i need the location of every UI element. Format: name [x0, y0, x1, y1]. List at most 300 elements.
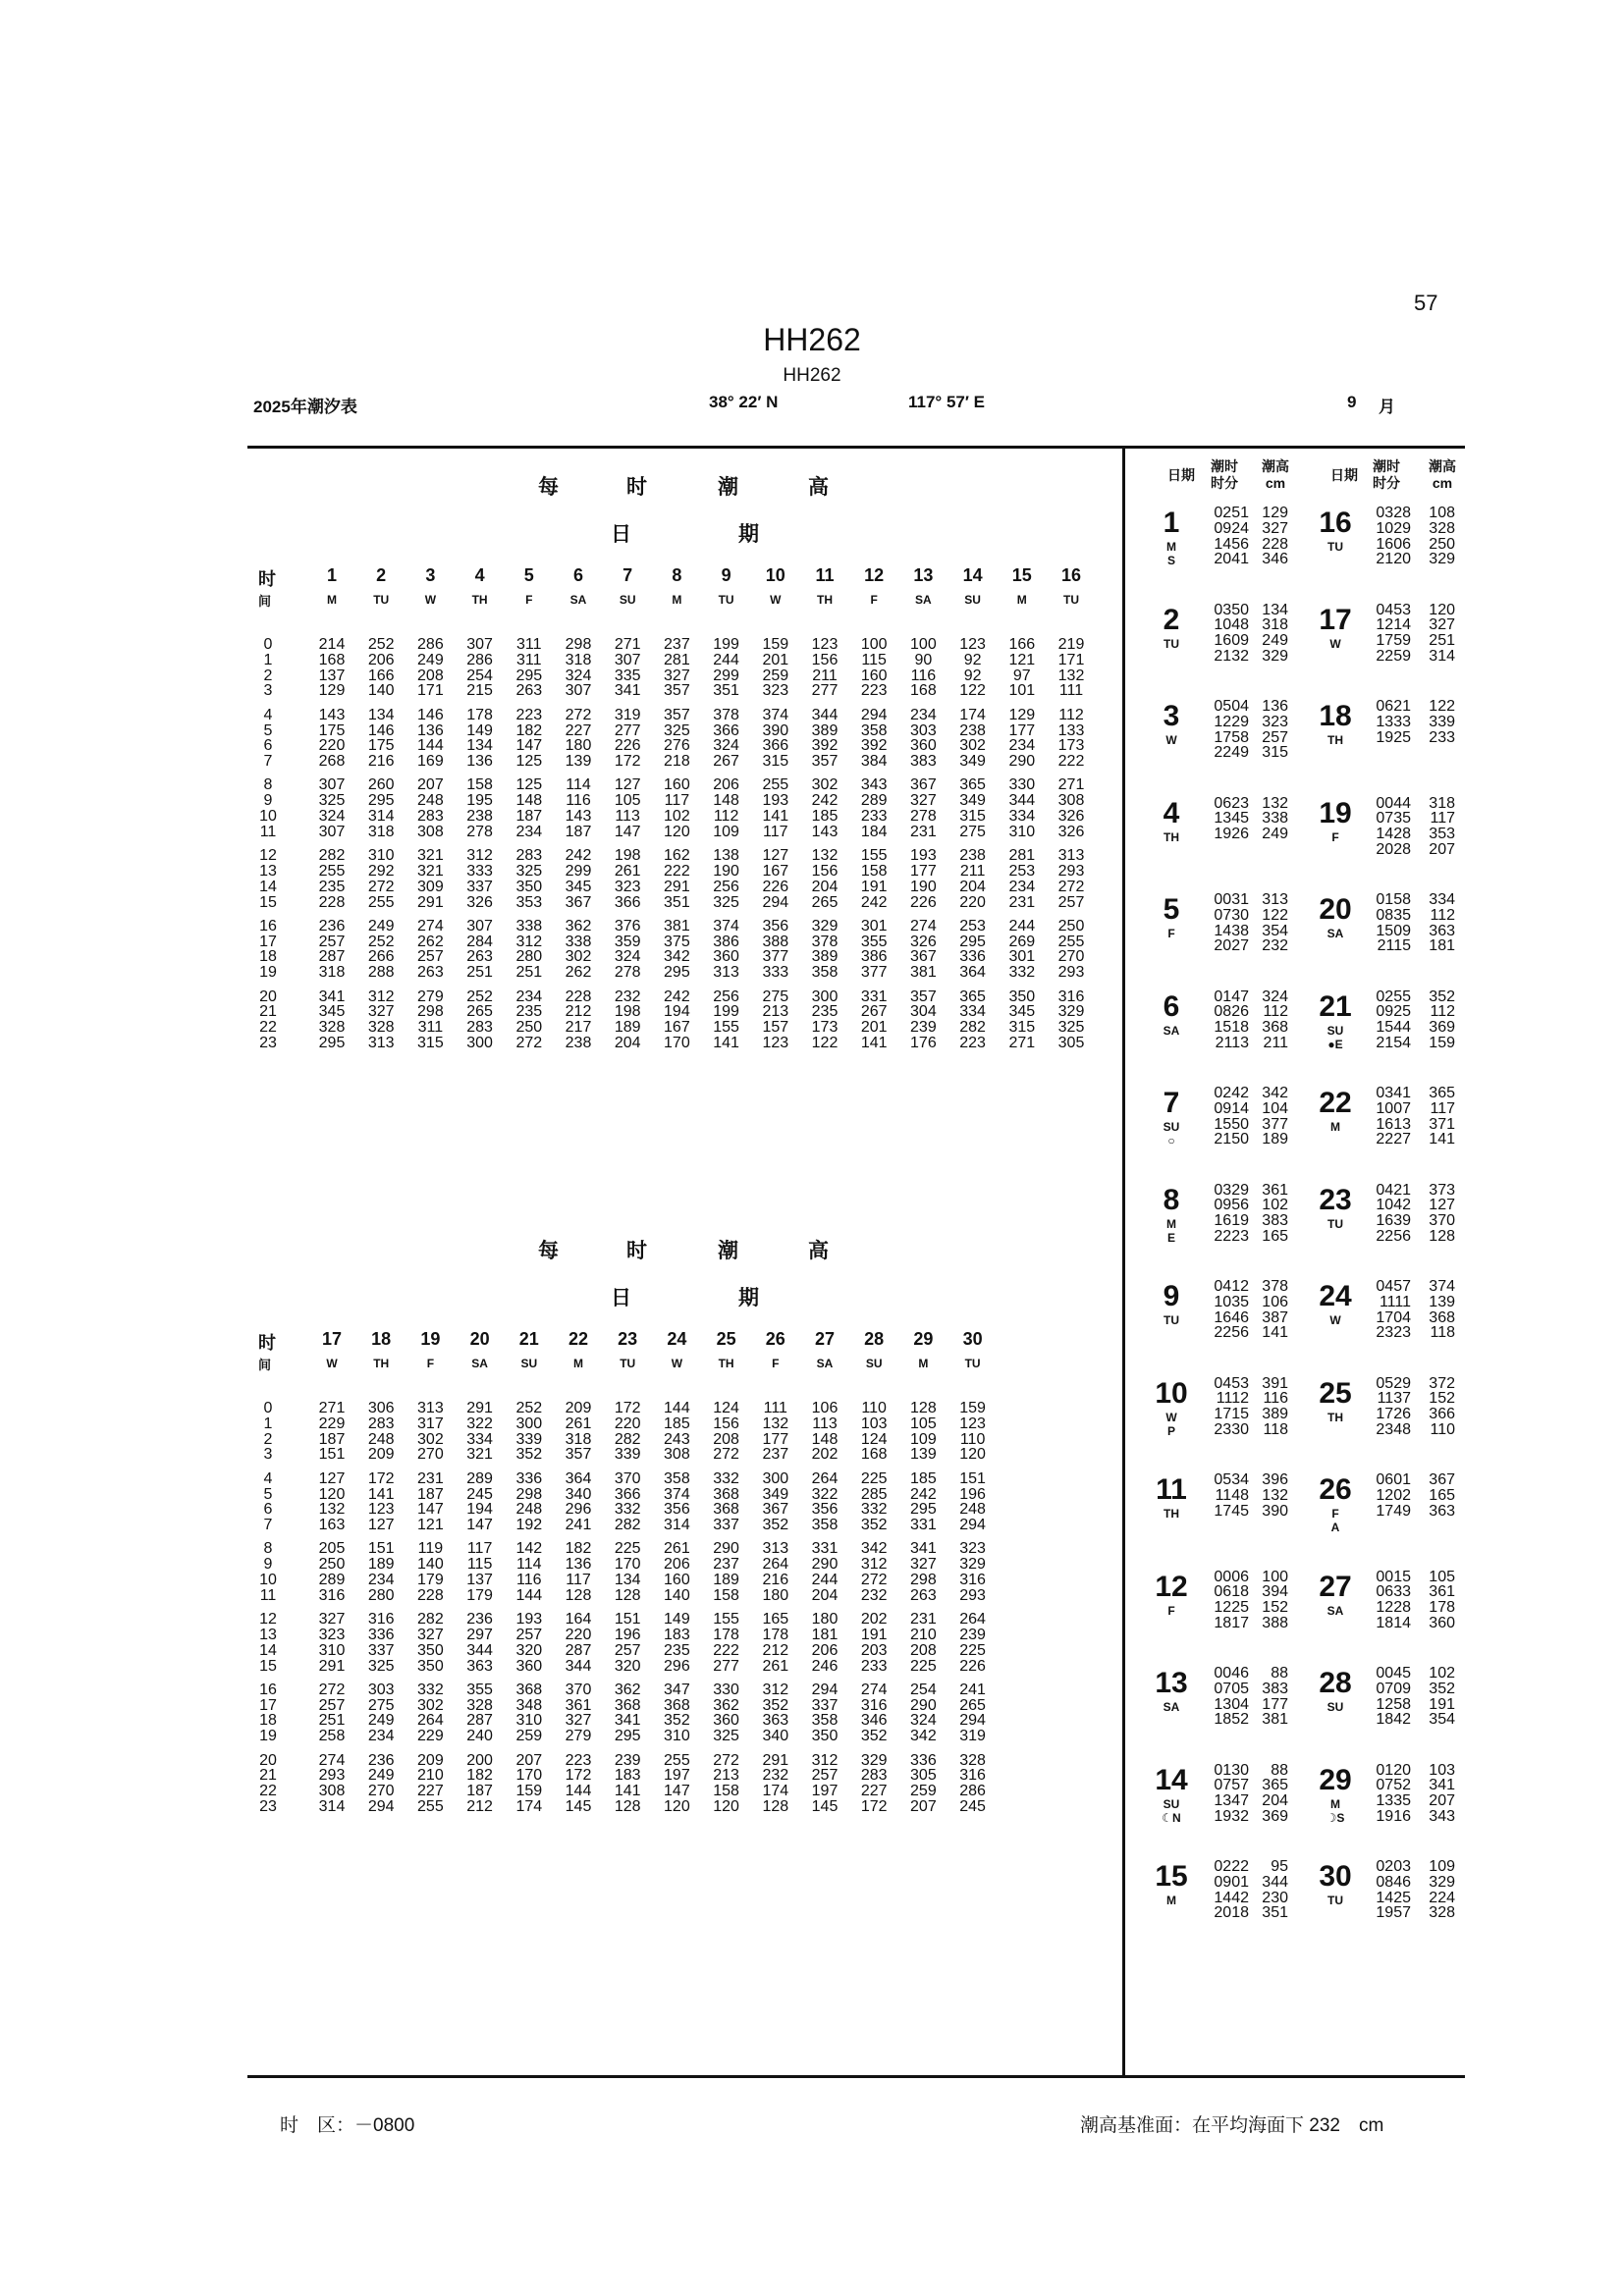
tide-height-cell: 375 — [664, 933, 690, 950]
tide-times — [1348, 1570, 1411, 1631]
tide-heights — [1237, 1763, 1288, 1825]
tide-height-cell: 172 — [614, 1400, 641, 1416]
tide-height-cell: 263 — [417, 964, 444, 982]
tide-height-cell: 377 — [860, 964, 888, 982]
tide-weekday: SA — [1326, 927, 1344, 940]
tide-height-cell: 268 — [318, 753, 346, 771]
month-number: 9 — [1347, 393, 1357, 411]
tide-height-cell: 234 — [910, 706, 937, 723]
tide-height-cell: 260 — [367, 776, 395, 794]
tide-height-cell: 148 — [515, 792, 543, 810]
day-header: 15 — [1011, 565, 1032, 585]
tide-height-cell: 315 — [762, 753, 789, 771]
tide-height: 374 — [1429, 1278, 1455, 1295]
tide-height-cell: 386 — [713, 933, 739, 950]
hour-row-label: 11 — [259, 1586, 277, 1604]
tide-height-cell: 238 — [565, 1034, 592, 1051]
tide-height-cell: 228 — [318, 893, 346, 911]
tide-height-cell: 120 — [318, 1485, 346, 1503]
tide-heights — [1404, 506, 1455, 567]
tide-time: 1518 — [1214, 1019, 1249, 1037]
tide-height-cell: 120 — [713, 1797, 739, 1815]
tide-height-cell: 200 — [466, 1751, 493, 1769]
tide-height-cell: 352 — [664, 1712, 690, 1730]
tide-height-cell: 210 — [417, 1767, 444, 1785]
tide-time: 0255 — [1376, 988, 1411, 1005]
tide-height-cell: 175 — [318, 721, 346, 739]
tide-height-cell: 307 — [318, 823, 346, 840]
tide-height-cell: 316 — [860, 1696, 888, 1714]
heading-h2: 时 — [626, 1240, 647, 1262]
tide-height: 104 — [1262, 1099, 1288, 1117]
tide-height-cell: 358 — [811, 1517, 839, 1534]
tide-time: 2041 — [1214, 551, 1249, 568]
tide-height-cell: 342 — [860, 1540, 888, 1558]
tide-time: 1957 — [1376, 1904, 1411, 1922]
tide-height-cell: 127 — [614, 776, 641, 794]
tide-height-cell: 321 — [417, 847, 444, 865]
tide-height-cell: 127 — [367, 1517, 395, 1534]
tide-height-cell: 301 — [1008, 948, 1036, 966]
tide-height-cell: 177 — [910, 862, 937, 880]
tide-height-cell: 138 — [713, 847, 739, 865]
tide-height-cell: 199 — [713, 1003, 739, 1021]
tide-height-cell: 182 — [565, 1540, 592, 1558]
tide-height-cell: 270 — [417, 1446, 444, 1464]
tide-height: 191 — [1429, 1695, 1455, 1713]
tide-height-cell: 170 — [614, 1556, 641, 1574]
tide-height-cell: 310 — [1008, 823, 1036, 840]
tide-height-cell: 203 — [860, 1641, 888, 1659]
tide-height-cell: 187 — [466, 1783, 493, 1800]
tide-height-cell: 179 — [466, 1586, 493, 1604]
tide-height-cell: 289 — [466, 1469, 493, 1487]
tide-height-cell: 122 — [959, 682, 986, 700]
tide-height-cell: 123 — [367, 1501, 395, 1519]
tide-height-cell: 328 — [466, 1696, 493, 1714]
tide-heights — [1404, 1763, 1455, 1825]
tide-height-cell: 272 — [860, 1572, 888, 1588]
tide-height-cell: 147 — [515, 737, 543, 755]
tide-time: 0730 — [1214, 906, 1249, 924]
tide-time: 0633 — [1376, 1583, 1411, 1601]
tide-height-cell: 220 — [959, 893, 986, 911]
tide-height: 257 — [1262, 728, 1288, 746]
tide-height: 373 — [1429, 1181, 1455, 1199]
tide-height-cell: 293 — [959, 1586, 986, 1604]
tide-height: 383 — [1262, 1212, 1288, 1230]
tide-height-cell: 182 — [515, 721, 543, 739]
tide-height-cell: 284 — [466, 933, 493, 950]
hour-row-label: 17 — [259, 1696, 277, 1714]
tide-height-cell: 191 — [860, 1626, 888, 1643]
tide-time: 0242 — [1214, 1085, 1249, 1101]
tide-height-cell: 277 — [713, 1657, 739, 1675]
tide-height-cell: 345 — [1008, 1003, 1036, 1021]
tide-height-cell: 235 — [515, 1003, 543, 1021]
tide-height-cell: 164 — [565, 1611, 592, 1629]
tide-height: 165 — [1262, 1227, 1288, 1245]
tide-height-cell: 357 — [811, 753, 839, 771]
tide-height-cell: 271 — [614, 636, 641, 653]
tide-height-cell: 149 — [664, 1611, 690, 1629]
weekday-header: M — [1016, 593, 1027, 607]
tide-height-cell: 245 — [466, 1485, 493, 1503]
time-col-header-2: 时分 — [1211, 475, 1238, 491]
tide-height: 334 — [1429, 891, 1455, 908]
tide-height-cell: 366 — [614, 1485, 641, 1503]
day-header: 17 — [321, 1329, 343, 1349]
tide-height-cell: 290 — [1008, 753, 1036, 771]
tide-height-cell: 312 — [515, 933, 543, 950]
tide-height-cell: 112 — [713, 808, 739, 825]
tide-heights — [1404, 603, 1455, 665]
tide-height-cell: 374 — [713, 917, 739, 934]
tide-height-cell: 277 — [811, 682, 839, 700]
tide-day-number: 22 — [1319, 1087, 1352, 1119]
tide-height: 387 — [1262, 1308, 1288, 1326]
tide-height: 315 — [1262, 744, 1288, 762]
tide-heights — [1404, 1279, 1455, 1341]
tide-height-cell: 158 — [860, 862, 888, 880]
time-col-header: 潮时 — [1211, 458, 1238, 474]
tide-height-cell: 212 — [565, 1003, 592, 1021]
tide-times — [1348, 1086, 1411, 1148]
tide-height: 112 — [1430, 906, 1455, 924]
tide-time: 2028 — [1376, 840, 1411, 858]
tide-height: 117 — [1430, 1099, 1455, 1117]
tide-height-cell: 137 — [318, 667, 346, 684]
tide-time: 2018 — [1214, 1904, 1249, 1922]
tide-height-cell: 331 — [811, 1540, 839, 1558]
tide-height-cell: 318 — [565, 1430, 592, 1448]
tide-height: 132 — [1262, 794, 1288, 812]
tide-time: 0924 — [1214, 519, 1249, 537]
weekday-header: M — [573, 1357, 583, 1370]
tide-height-cell: 321 — [417, 862, 444, 880]
tide-height-cell: 242 — [565, 847, 592, 865]
tide-height-cell: 227 — [565, 721, 592, 739]
tide-height: 189 — [1262, 1131, 1288, 1148]
tide-height: 366 — [1429, 1406, 1455, 1423]
tide-weekday: TU — [1164, 1313, 1179, 1327]
tide-time: 1852 — [1214, 1711, 1249, 1729]
heading-h2: 时 — [626, 476, 647, 499]
weekday-header: W — [671, 1357, 683, 1370]
tide-height-cell: 250 — [318, 1556, 346, 1574]
tide-time: 0457 — [1376, 1278, 1411, 1295]
tide-height: 116 — [1263, 1390, 1288, 1408]
tide-height-cell: 103 — [860, 1415, 888, 1432]
tide-time: 1425 — [1376, 1889, 1411, 1906]
tide-time: 1916 — [1376, 1807, 1411, 1825]
weekday-header: SU — [520, 1357, 538, 1370]
tide-height-cell: 308 — [417, 823, 444, 840]
tide-height-cell: 168 — [860, 1446, 888, 1464]
tide-height-cell: 241 — [565, 1517, 592, 1534]
tide-height-cell: 174 — [515, 1797, 543, 1815]
tide-height-cell: 313 — [713, 964, 739, 982]
tide-height-cell: 257 — [1057, 893, 1085, 911]
tide-time: 1932 — [1214, 1807, 1249, 1825]
weekday-header: SU — [619, 593, 636, 607]
tide-height-cell: 222 — [713, 1641, 739, 1659]
tide-height-cell: 286 — [466, 651, 493, 668]
tide-time: 0006 — [1214, 1568, 1249, 1585]
tide-height-cell: 349 — [959, 792, 986, 810]
tide-height-cell: 283 — [367, 1415, 395, 1432]
tide-weekday: W — [1165, 1410, 1177, 1424]
tide-height-cell: 290 — [910, 1696, 937, 1714]
hour-row-label: 12 — [259, 847, 277, 865]
tide-height-cell: 383 — [910, 753, 937, 771]
tide-time: 1228 — [1376, 1599, 1411, 1617]
tide-height-cell: 144 — [515, 1586, 543, 1604]
tide-height-cell: 367 — [565, 893, 592, 911]
tide-height-cell: 305 — [1057, 1034, 1085, 1051]
tide-height-cell: 136 — [565, 1556, 592, 1574]
tide-height-cell: 124 — [860, 1430, 888, 1448]
tide-height-cell: 274 — [860, 1681, 888, 1698]
tide-time: 0709 — [1376, 1680, 1411, 1697]
tide-height-cell: 116 — [910, 667, 937, 684]
tide-height-cell: 178 — [466, 706, 493, 723]
tide-height-cell: 280 — [515, 948, 543, 966]
tide-height-cell: 264 — [811, 1469, 839, 1487]
tide-heights — [1404, 796, 1455, 858]
tide-height-cell: 231 — [910, 823, 937, 840]
tide-height-cell: 272 — [565, 706, 592, 723]
tide-height-cell: 238 — [959, 847, 986, 865]
tide-height-cell: 341 — [614, 682, 641, 700]
tide-height-cell: 314 — [318, 1797, 346, 1815]
tide-height: 249 — [1262, 632, 1288, 650]
tide-height-cell: 324 — [614, 948, 641, 966]
tide-height-cell: 362 — [565, 917, 592, 934]
tide-height-cell: 242 — [664, 988, 690, 1005]
tide-weekday: W — [1329, 1313, 1341, 1327]
station-subtitle: HH262 — [783, 365, 841, 386]
tide-weekday: M — [1166, 1216, 1176, 1231]
tide-time: 2113 — [1215, 1034, 1249, 1051]
tide-height: 177 — [1262, 1695, 1288, 1713]
tide-time: 0601 — [1376, 1471, 1411, 1488]
tide-height-cell: 364 — [565, 1469, 592, 1487]
heading-d2: 期 — [738, 523, 759, 546]
weekday-header: M — [918, 1357, 929, 1370]
tide-height-cell: 316 — [367, 1611, 395, 1629]
tide-day-number: 2 — [1163, 603, 1180, 636]
tide-height-cell: 332 — [1008, 964, 1036, 982]
tide-height: 117 — [1430, 810, 1455, 828]
tide-height: 389 — [1262, 1406, 1288, 1423]
tide-height-cell: 303 — [910, 721, 937, 739]
weekday-header: TU — [620, 1357, 636, 1370]
tide-height-cell: 184 — [860, 823, 888, 840]
tide-weekday: TU — [1164, 636, 1179, 651]
hour-row-label: 5 — [263, 1485, 273, 1503]
tide-height-cell: 207 — [515, 1751, 543, 1769]
tide-height: 102 — [1262, 1197, 1288, 1214]
tide-heights — [1237, 892, 1288, 954]
tide-day-number: 24 — [1319, 1280, 1352, 1312]
tide-height-cell: 144 — [417, 737, 444, 755]
tide-height-cell: 147 — [664, 1783, 690, 1800]
tide-height-cell: 258 — [318, 1728, 346, 1745]
weekday-header: TU — [964, 1357, 981, 1370]
hour-row-label: 16 — [259, 1681, 277, 1698]
weekday-header: SA — [569, 593, 587, 607]
day-header: 6 — [572, 565, 583, 585]
tide-time: 1029 — [1376, 519, 1411, 537]
tide-height: 391 — [1262, 1374, 1288, 1392]
tide-height-cell: 187 — [318, 1430, 346, 1448]
tide-height-cell: 169 — [417, 753, 444, 771]
tide-height-cell: 367 — [910, 776, 937, 794]
tide-time: 1509 — [1376, 922, 1411, 939]
day-header: 28 — [864, 1329, 885, 1349]
datum-note: 潮高基准面：在平均海面下 232 cm — [1080, 2115, 1384, 2136]
tide-height-cell: 209 — [565, 1400, 592, 1416]
tide-height-cell: 123 — [762, 1034, 789, 1051]
tide-height-cell: 296 — [565, 1501, 592, 1519]
tide-height-cell: 165 — [762, 1611, 789, 1629]
tide-height: 88 — [1271, 1761, 1288, 1779]
tide-height-cell: 105 — [614, 792, 641, 810]
tide-height-cell: 271 — [1008, 1034, 1036, 1051]
top-rule — [247, 446, 1465, 449]
tide-height-cell: 257 — [614, 1641, 641, 1659]
tide-height-cell: 156 — [811, 651, 839, 668]
tide-height-cell: 252 — [367, 636, 395, 653]
tide-height-cell: 132 — [1057, 667, 1085, 684]
tide-time: 0046 — [1214, 1665, 1249, 1682]
tide-height-cell: 368 — [664, 1696, 690, 1714]
tide-height-cell: 280 — [367, 1586, 395, 1604]
tide-height-cell: 334 — [1008, 808, 1036, 825]
tide-height-cell: 158 — [466, 776, 493, 794]
tide-height-cell: 249 — [367, 1712, 395, 1730]
tide-height-cell: 177 — [1008, 721, 1036, 739]
tide-height: 165 — [1429, 1486, 1455, 1504]
tide-height-cell: 242 — [811, 792, 839, 810]
tide-height-cell: 172 — [367, 1469, 395, 1487]
tide-height-cell: 257 — [811, 1767, 839, 1785]
tide-height-cell: 206 — [664, 1556, 690, 1574]
tide-height-cell: 270 — [1057, 948, 1085, 966]
tide-height: 207 — [1429, 1792, 1455, 1810]
tide-height-cell: 196 — [959, 1485, 986, 1503]
tide-time: 1646 — [1214, 1308, 1249, 1326]
tide-height-cell: 294 — [367, 1797, 395, 1815]
tide-time: 2256 — [1376, 1227, 1411, 1245]
tide-height-cell: 257 — [318, 933, 346, 950]
tide-height-cell: 190 — [910, 878, 937, 895]
tide-time: 0045 — [1376, 1665, 1411, 1682]
tide-height-cell: 208 — [417, 667, 444, 684]
tide-height: 139 — [1429, 1293, 1455, 1310]
tide-heights — [1237, 1472, 1288, 1519]
tide-height-cell: 159 — [959, 1400, 986, 1416]
tide-time: 1229 — [1214, 713, 1249, 730]
tide-height-cell: 308 — [318, 1783, 346, 1800]
tide-height: 109 — [1429, 1858, 1455, 1875]
tide-height-cell: 325 — [1057, 1019, 1085, 1037]
tide-weekday: TU — [1327, 540, 1343, 554]
tide-height-cell: 332 — [614, 1501, 641, 1519]
tide-height-cell: 190 — [713, 862, 739, 880]
tide-day-number: 25 — [1319, 1376, 1352, 1410]
tide-height-cell: 339 — [515, 1430, 543, 1448]
hour-row-label: 4 — [263, 1469, 273, 1487]
tide-height-cell: 114 — [516, 1556, 542, 1574]
tide-height-cell: 374 — [762, 706, 789, 723]
tide-height-cell: 319 — [614, 706, 641, 723]
hour-row-label: 22 — [259, 1783, 277, 1800]
tide-height-cell: 390 — [762, 721, 789, 739]
tide-height-cell: 121 — [1008, 651, 1036, 668]
tide-height-cell: 155 — [713, 1019, 739, 1037]
tide-height-cell: 141 — [614, 1783, 641, 1800]
day-header: 22 — [568, 1329, 589, 1349]
tide-height-cell: 291 — [466, 1400, 493, 1416]
tide-height-cell: 249 — [367, 917, 395, 934]
tide-height-cell: 214 — [318, 636, 346, 653]
tide-height-cell: 367 — [910, 948, 937, 966]
tide-height-cell: 213 — [762, 1003, 789, 1021]
tide-height-cell: 282 — [614, 1517, 641, 1534]
tide-height-cell: 302 — [959, 737, 986, 755]
tide-height-cell: 358 — [811, 964, 839, 982]
tide-weekday: SA — [1326, 1603, 1344, 1618]
tide-height-cell: 290 — [811, 1556, 839, 1574]
station-title: HH262 — [763, 322, 861, 357]
tide-time: 0421 — [1376, 1181, 1411, 1199]
tide-height-cell: 272 — [515, 1034, 543, 1051]
tide-height-cell: 315 — [1008, 1019, 1036, 1037]
tide-height-cell: 349 — [959, 753, 986, 771]
tide-day-number: 20 — [1319, 893, 1352, 926]
tide-height-cell: 160 — [664, 1572, 690, 1588]
tide-height-cell: 172 — [614, 753, 641, 771]
hour-row-label: 2 — [263, 667, 273, 684]
tide-height: 102 — [1429, 1665, 1455, 1682]
tide-height-cell: 208 — [713, 1430, 739, 1448]
tide-height-cell: 189 — [713, 1572, 739, 1588]
tide-height-cell: 343 — [860, 776, 888, 794]
tide-height: 230 — [1262, 1889, 1288, 1906]
day-header: 9 — [721, 565, 731, 585]
tide-height-cell: 357 — [664, 682, 690, 700]
tide-height-cell: 172 — [565, 1767, 592, 1785]
tide-height: 346 — [1262, 551, 1288, 568]
tide-height-cell: 296 — [664, 1657, 690, 1675]
table-header-left: 2025年潮汐表 — [253, 398, 357, 416]
tide-day-number: 10 — [1155, 1376, 1188, 1410]
tide-height-cell: 326 — [466, 893, 493, 911]
tide-height-cell: 341 — [614, 1712, 641, 1730]
tide-day-number: 1 — [1163, 507, 1180, 539]
tide-time: 2259 — [1376, 647, 1411, 665]
tide-height-cell: 141 — [367, 1485, 395, 1503]
time-col-header: 潮时 — [1373, 458, 1400, 474]
tide-height-cell: 168 — [910, 682, 937, 700]
heading-h3: 潮 — [718, 476, 738, 499]
tide-height-cell: 316 — [959, 1767, 986, 1785]
tide-height-cell: 360 — [515, 1657, 543, 1675]
tide-height-cell: 366 — [762, 737, 789, 755]
tide-height-cell: 324 — [318, 808, 346, 825]
